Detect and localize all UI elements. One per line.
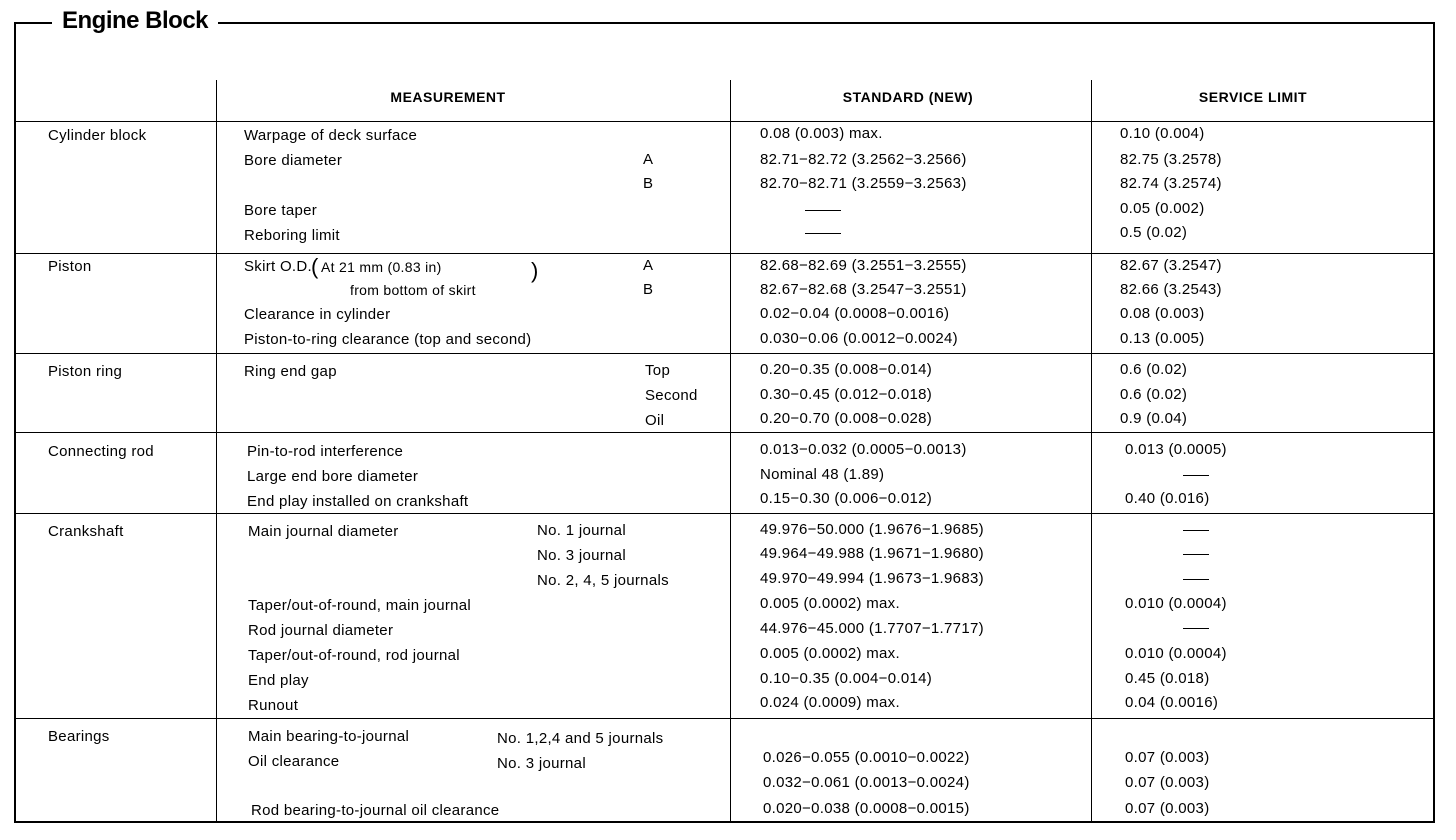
limit-value: 0.07 (0.003) bbox=[1125, 774, 1210, 791]
no-value-dash bbox=[1183, 628, 1209, 629]
brace-left: ( bbox=[311, 254, 319, 279]
measurement-note: At 21 mm (0.83 in) bbox=[321, 259, 442, 275]
column-divider bbox=[216, 80, 217, 823]
measurement-label: Rod journal diameter bbox=[248, 622, 394, 639]
no-value-dash bbox=[1183, 554, 1209, 555]
row-label-bearings: Bearings bbox=[48, 728, 110, 745]
variant-mark: A bbox=[643, 151, 654, 168]
measurement-label: End play bbox=[248, 672, 309, 689]
standard-value: 0.20−0.35 (0.008−0.014) bbox=[760, 361, 933, 378]
header-service-limit: SERVICE LIMIT bbox=[1198, 89, 1308, 105]
no-value-dash bbox=[1183, 579, 1209, 580]
standard-value: Nominal 48 (1.89) bbox=[760, 466, 885, 483]
limit-value: 82.74 (3.2574) bbox=[1120, 175, 1222, 192]
header-standard: STANDARD (NEW) bbox=[842, 89, 974, 105]
standard-value: 0.02−0.04 (0.0008−0.0016) bbox=[760, 305, 950, 322]
limit-value: 0.010 (0.0004) bbox=[1125, 645, 1227, 662]
row-label-crankshaft: Crankshaft bbox=[48, 523, 124, 540]
limit-value: 0.40 (0.016) bbox=[1125, 490, 1210, 507]
measurement-label: Main bearing-to-journal bbox=[248, 728, 410, 745]
standard-value: 0.30−0.45 (0.012−0.018) bbox=[760, 386, 933, 403]
standard-value: 44.976−45.000 (1.7707−1.7717) bbox=[760, 620, 984, 637]
measurement-label: Bore diameter bbox=[244, 152, 343, 169]
standard-value: 0.005 (0.0002) max. bbox=[760, 645, 900, 662]
measurement-label: Reboring limit bbox=[244, 227, 340, 244]
limit-value: 0.04 (0.0016) bbox=[1125, 694, 1219, 711]
header-measurement: MEASUREMENT bbox=[390, 89, 506, 105]
standard-value: 82.67−82.68 (3.2547−3.2551) bbox=[760, 281, 967, 298]
variant-mark: No. 1 journal bbox=[537, 522, 626, 539]
limit-value: 0.6 (0.02) bbox=[1120, 361, 1188, 378]
limit-value: 0.6 (0.02) bbox=[1120, 386, 1188, 403]
standard-value: 82.71−82.72 (3.2562−3.2566) bbox=[760, 151, 967, 168]
measurement-note: from bottom of skirt bbox=[350, 282, 476, 298]
limit-value: 0.07 (0.003) bbox=[1125, 749, 1210, 766]
limit-value: 0.45 (0.018) bbox=[1125, 670, 1210, 687]
row-divider bbox=[14, 353, 1435, 354]
variant-mark: B bbox=[643, 175, 654, 192]
limit-value: 0.9 (0.04) bbox=[1120, 410, 1188, 427]
page-title: Engine Block bbox=[52, 6, 218, 36]
row-label-cylinder-block: Cylinder block bbox=[48, 127, 147, 144]
variant-mark: Second bbox=[645, 387, 698, 404]
brace-right: ) bbox=[531, 258, 539, 283]
variant-mark: B bbox=[643, 281, 654, 298]
measurement-label: Rod bearing-to-journal oil clearance bbox=[251, 802, 500, 819]
no-value-dash bbox=[1183, 530, 1209, 531]
row-label-piston-ring: Piston ring bbox=[48, 363, 123, 380]
measurement-label: Oil clearance bbox=[248, 753, 340, 770]
standard-value: 49.970−49.994 (1.9673−1.9683) bbox=[760, 570, 984, 587]
measurement-label: Ring end gap bbox=[244, 363, 337, 380]
row-divider bbox=[14, 253, 1435, 254]
measurement-label: Warpage of deck surface bbox=[244, 127, 418, 144]
standard-value: 0.08 (0.003) max. bbox=[760, 125, 883, 142]
no-value-dash bbox=[805, 233, 841, 234]
measurement-label: Taper/out-of-round, rod journal bbox=[248, 647, 460, 664]
row-label-connecting-rod: Connecting rod bbox=[48, 443, 154, 460]
standard-value: 0.026−0.055 (0.0010−0.0022) bbox=[763, 749, 970, 766]
limit-value: 0.013 (0.0005) bbox=[1125, 441, 1227, 458]
standard-value: 49.964−49.988 (1.9671−1.9680) bbox=[760, 545, 984, 562]
standard-value: 0.013−0.032 (0.0005−0.0013) bbox=[760, 441, 967, 458]
standard-value: 82.68−82.69 (3.2551−3.2555) bbox=[760, 257, 967, 274]
column-divider bbox=[730, 80, 731, 823]
standard-value: 82.70−82.71 (3.2559−3.2563) bbox=[760, 175, 967, 192]
standard-value: 0.005 (0.0002) max. bbox=[760, 595, 900, 612]
measurement-label: Runout bbox=[248, 697, 299, 714]
table-frame bbox=[14, 22, 1435, 823]
limit-value: 82.75 (3.2578) bbox=[1120, 151, 1222, 168]
header-divider bbox=[14, 121, 1435, 122]
measurement-label: Bore taper bbox=[244, 202, 318, 219]
column-divider bbox=[1091, 80, 1092, 823]
standard-value: 0.20−0.70 (0.008−0.028) bbox=[760, 410, 933, 427]
limit-value: 0.07 (0.003) bbox=[1125, 800, 1210, 817]
standard-value: 0.030−0.06 (0.0012−0.0024) bbox=[760, 330, 958, 347]
limit-value: 0.13 (0.005) bbox=[1120, 330, 1205, 347]
row-divider bbox=[14, 513, 1435, 514]
standard-value: 0.032−0.061 (0.0013−0.0024) bbox=[763, 774, 970, 791]
measurement-label: Main journal diameter bbox=[248, 523, 399, 540]
limit-value: 82.66 (3.2543) bbox=[1120, 281, 1222, 298]
no-value-dash bbox=[1183, 475, 1209, 476]
limit-value: 0.10 (0.004) bbox=[1120, 125, 1205, 142]
variant-mark: No. 3 journal bbox=[497, 755, 586, 772]
no-value-dash bbox=[805, 210, 841, 211]
standard-value: 49.976−50.000 (1.9676−1.9685) bbox=[760, 521, 984, 538]
variant-mark: No. 2, 4, 5 journals bbox=[537, 572, 669, 589]
row-label-piston: Piston bbox=[48, 258, 92, 275]
variant-mark: A bbox=[643, 257, 654, 274]
row-divider bbox=[14, 432, 1435, 433]
variant-mark: No. 1,2,4 and 5 journals bbox=[497, 730, 664, 747]
limit-value: 0.05 (0.002) bbox=[1120, 200, 1205, 217]
limit-value: 0.5 (0.02) bbox=[1120, 224, 1188, 241]
variant-mark: Oil bbox=[645, 412, 665, 429]
row-divider bbox=[14, 718, 1435, 719]
limit-value: 82.67 (3.2547) bbox=[1120, 257, 1222, 274]
measurement-label: Piston-to-ring clearance (top and second) bbox=[244, 331, 532, 348]
standard-value: 0.020−0.038 (0.0008−0.0015) bbox=[763, 800, 970, 817]
measurement-label: Large end bore diameter bbox=[247, 468, 419, 485]
limit-value: 0.08 (0.003) bbox=[1120, 305, 1205, 322]
standard-value: 0.024 (0.0009) max. bbox=[760, 694, 900, 711]
measurement-label: Pin-to-rod interference bbox=[247, 443, 404, 460]
variant-mark: Top bbox=[645, 362, 671, 379]
limit-value: 0.010 (0.0004) bbox=[1125, 595, 1227, 612]
measurement-label: Clearance in cylinder bbox=[244, 306, 391, 323]
measurement-label: Taper/out-of-round, main journal bbox=[248, 597, 472, 614]
standard-value: 0.10−0.35 (0.004−0.014) bbox=[760, 670, 933, 687]
measurement-label: End play installed on crankshaft bbox=[247, 493, 469, 510]
measurement-label: Skirt O.D. bbox=[244, 258, 313, 275]
standard-value: 0.15−0.30 (0.006−0.012) bbox=[760, 490, 933, 507]
variant-mark: No. 3 journal bbox=[537, 547, 626, 564]
